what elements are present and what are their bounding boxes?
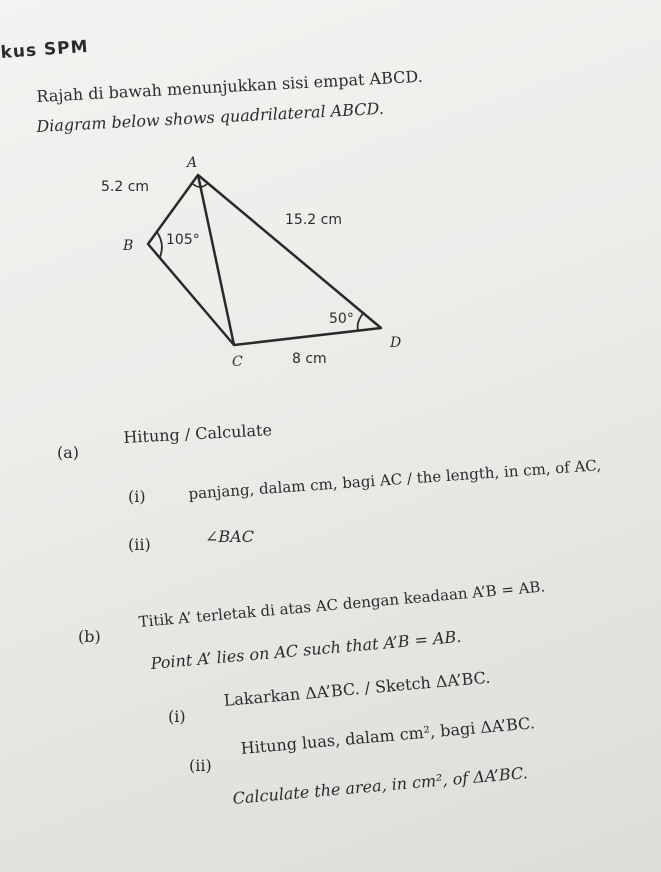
side-ab-label: 5.2 cm bbox=[101, 179, 150, 195]
intro-malay: Rajah di bawah menunjukkan sisi empat ABCD. bbox=[35, 66, 424, 106]
angle-b-label: 105° bbox=[166, 232, 200, 248]
page-header: kus SPM bbox=[0, 36, 90, 63]
part-a-i-text: panjang, dalam cm, bagi AC / the length, in cm, of AC, bbox=[187, 456, 602, 503]
part-b-ii-text: Hitung luas, dalam cm², bagi ΔA’BC. bbox=[239, 713, 536, 758]
part-a-ii-text: ∠BAC bbox=[205, 527, 254, 546]
vertex-d-label: D bbox=[390, 335, 402, 351]
side-ad-label: 15.2 cm bbox=[285, 212, 342, 228]
angle-d-label: 50° bbox=[329, 311, 354, 327]
vertex-c-label: C bbox=[232, 354, 243, 370]
intro-english: Diagram below shows quadrilateral ABCD. bbox=[35, 98, 385, 136]
vertex-a-label: A bbox=[187, 155, 198, 171]
part-b-i-text: Lakarkan ΔA’BC. / Sketch ΔA’BC. bbox=[222, 667, 492, 710]
part-a-i-label: (i) bbox=[128, 487, 146, 506]
part-b-ii-label: (ii) bbox=[189, 756, 212, 775]
part-a-label: (a) bbox=[57, 443, 80, 462]
angle-b-arc bbox=[157, 232, 162, 257]
part-a-ii-label: (ii) bbox=[128, 535, 151, 554]
part-b-malay: Titik A’ terletak di atas AC dengan keadaan A’B = AB. bbox=[137, 577, 546, 631]
part-b-i-label: (i) bbox=[168, 707, 186, 726]
part-b-label: (b) bbox=[78, 627, 101, 646]
side-cd-label: 8 cm bbox=[292, 351, 327, 367]
part-b-ii-english: Calculate the area, in cm², of ΔA’BC. bbox=[231, 763, 529, 808]
vertex-b-label: B bbox=[123, 238, 134, 254]
angle-d-arc bbox=[358, 312, 364, 330]
part-a-heading: Hitung / Calculate bbox=[122, 420, 273, 447]
part-b-english: Point A’ lies on AC such that A’B = AB. bbox=[149, 626, 463, 673]
